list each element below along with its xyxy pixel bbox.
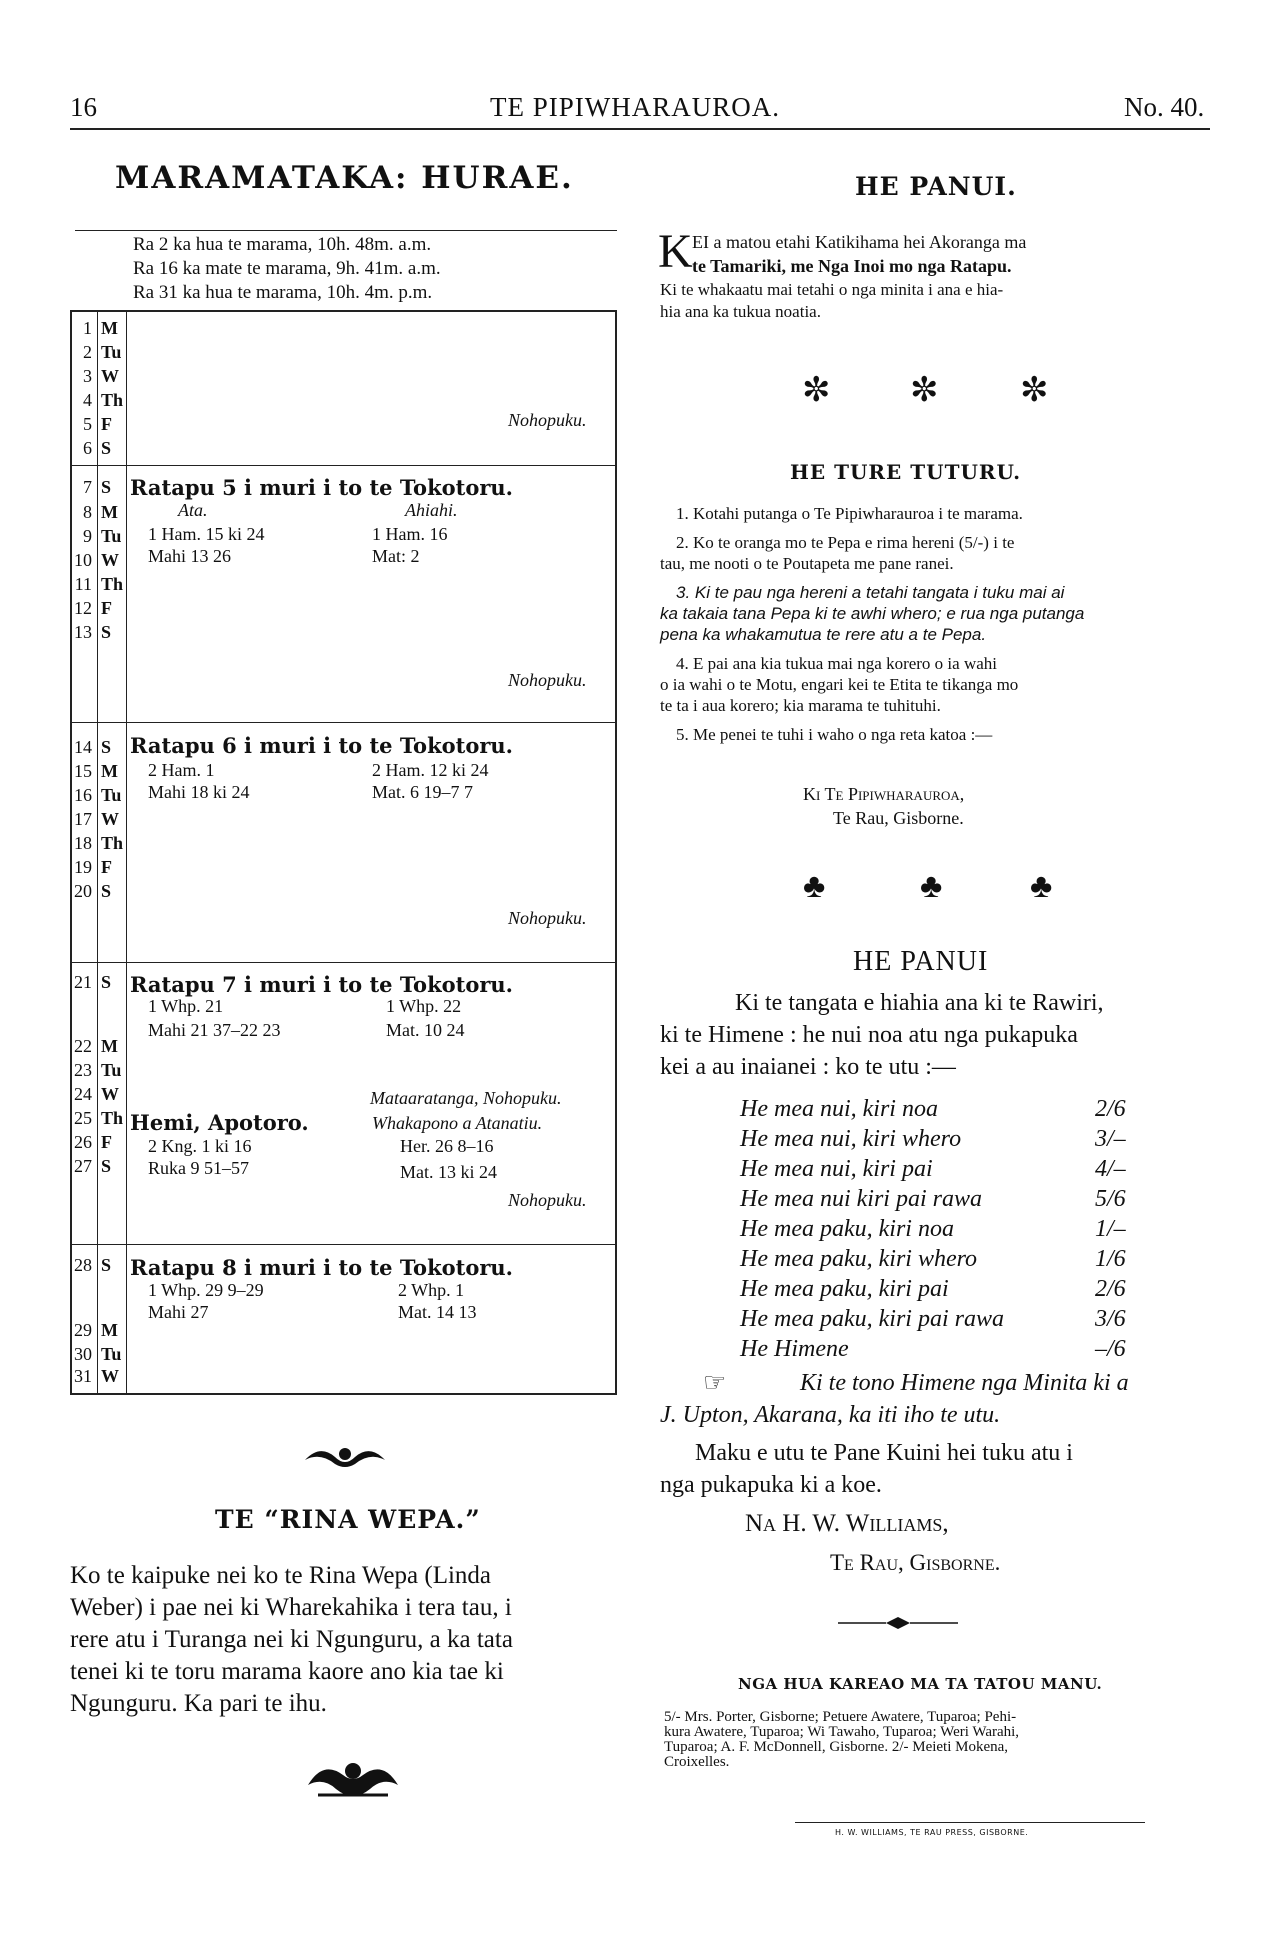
rule-4-line-3: te ta i aua korero; kia marama te tuhituhi. — [660, 696, 941, 715]
rina-line-2: Weber) i pae nei ki Wharekahika i tera tau, i — [70, 1594, 512, 1621]
calendar-title: MARAMATAKA: HURAE. — [115, 160, 574, 196]
price-row — [740, 1246, 1180, 1276]
day-number: 1 — [83, 318, 92, 338]
imprint: H. W. WILLIAMS, TE RAU PRESS, GISBORNE. — [835, 1828, 1029, 1837]
rule-2-line-2: tau, me nooti o te Poutapeta me pane ranei. — [660, 554, 954, 573]
day-letter: Tu — [101, 1344, 122, 1364]
moon-phase-3: Ra 31 ka hua te marama, 10h. 4m. p.m. — [133, 282, 433, 303]
price-item-name: He mea nui, kiri noa — [740, 1096, 938, 1122]
day-letter: S — [101, 622, 112, 642]
moon-phase-2: Ra 16 ka mate te marama, 9h. 41m. a.m. — [133, 258, 441, 279]
sun8-morning-2: Mahi 27 — [148, 1302, 209, 1322]
day-number: 19 — [74, 857, 92, 877]
price-value: 5/6 — [1095, 1186, 1126, 1212]
feast-morning-2: Ruka 9 51–57 — [148, 1158, 249, 1178]
address-line-2: Te Rau, Gisborne. — [833, 808, 964, 828]
day-number: 13 — [74, 622, 92, 642]
day-number: 5 — [83, 414, 92, 434]
price-item-name: He Himene — [740, 1336, 849, 1362]
price-item-name: He mea paku, kiri noa — [740, 1216, 954, 1242]
price-row — [740, 1216, 1180, 1246]
day-number: 16 — [74, 785, 92, 805]
rule-4-line-2: o ia wahi o te Motu, engari kei te Etita te tikanga mo — [660, 675, 1019, 694]
day-number: 22 — [74, 1036, 92, 1056]
asterism-icon: ✼ — [1020, 372, 1049, 409]
panui2-intro-2: ki te Himene : he nui noa atu nga pukapuka — [660, 1022, 1078, 1048]
price-value: 3/6 — [1095, 1306, 1126, 1332]
day-number: 20 — [74, 881, 92, 901]
address-line-1: Ki Te Pipiwharauroa, — [803, 784, 965, 804]
rule-3-line-1: 3. Ki te pau nga hereni a tetahi tangata i tuku mai ai — [676, 583, 1065, 602]
day-letter: W — [101, 366, 119, 386]
feast-evening-1: Her. 26 8–16 — [400, 1136, 494, 1156]
day-letter: Th — [101, 390, 124, 410]
day-letter: S — [101, 438, 112, 458]
rule-5-line-1: 5. Me penei te tuhi i waho o nga reta katoa :— — [676, 725, 993, 744]
day-number: 14 — [74, 737, 92, 757]
sun8-evening-2: Mat. 14 13 — [398, 1302, 477, 1322]
mataaratanga-note: Mataaratanga, Nohopuku. — [370, 1088, 562, 1108]
day-letter: S — [101, 737, 112, 757]
day-letter: S — [101, 1156, 112, 1176]
asterism-icon: ✼ — [910, 372, 939, 409]
kareao-line-1: 5/- Mrs. Porter, Gisborne; Petuere Awatere, Tuparoa; Pehi- — [664, 1709, 1017, 1725]
sun5-morning-1: 1 Ham. 15 ki 24 — [148, 524, 265, 544]
day-number: 4 — [83, 390, 92, 410]
price-item-name: He mea nui kiri pai rawa — [740, 1186, 982, 1212]
panui-title: HE PANUI. — [855, 172, 1017, 201]
day-letter: Th — [101, 574, 124, 594]
rina-line-4: tenei ki te toru marama kaore ano kia tae ki — [70, 1658, 504, 1685]
ornament-tailpiece — [298, 1755, 408, 1810]
sunday-8-title: Ratapu 8 i muri i to te Tokotoru. — [130, 1255, 513, 1280]
price-value: 3/– — [1095, 1126, 1126, 1152]
nohopuku-week1: Nohopuku. — [508, 410, 587, 430]
club-icon: ♣ — [803, 868, 826, 905]
price-item-name: He mea nui, kiri pai — [740, 1156, 933, 1182]
sun7-morning-1: 1 Whp. 21 — [148, 996, 224, 1016]
day-letter: M — [101, 761, 118, 781]
day-number: 30 — [74, 1344, 92, 1364]
feast-morning-1: 2 Kng. 1 ki 16 — [148, 1136, 252, 1156]
day-number: 17 — [74, 809, 92, 829]
rule-3-line-2: ka takaia tana Pepa ki te awhi whero; e rua nga putanga — [660, 604, 1085, 623]
day-number: 11 — [74, 574, 92, 594]
price-row — [740, 1306, 1180, 1336]
day-number: 25 — [74, 1108, 92, 1128]
nohopuku-week2: Nohopuku. — [508, 670, 587, 690]
panui-line-1: EI a matou etahi Katikihama hei Akoranga ma — [692, 232, 1027, 252]
club-icon: ♣ — [920, 868, 943, 905]
day-number: 2 — [83, 342, 92, 362]
panui-line-3: Ki te whakaatu mai tetahi o nga minita i ana e hia- — [660, 280, 1004, 299]
price-row — [740, 1276, 1180, 1306]
price-row — [740, 1096, 1180, 1126]
nohopuku-week4: Nohopuku. — [508, 1190, 587, 1210]
moon-phase-1: Ra 2 ka hua te marama, 10h. 48m. a.m. — [133, 234, 432, 255]
sunday-6-title: Ratapu 6 i muri i to te Tokotoru. — [130, 733, 513, 758]
price-row — [740, 1126, 1180, 1156]
day-number: 10 — [74, 550, 92, 570]
day-letter: Tu — [101, 342, 122, 362]
day-letter: W — [101, 550, 119, 570]
kareao-line-2: kura Awatere, Tuparoa; Wi Tawaho, Tuparoa; Weri Warahi, — [664, 1724, 1020, 1740]
sunday-7-title: Ratapu 7 i muri i to te Tokotoru. — [130, 972, 513, 997]
rina-line-1: Ko te kaipuke nei ko te Rina Wepa (Linda — [70, 1562, 492, 1589]
price-value: 4/– — [1095, 1156, 1126, 1182]
rule-1-line-1: 1. Kotahi putanga o Te Pipiwharauroa i te marama. — [676, 504, 1023, 523]
ornament-divider — [300, 1442, 390, 1477]
note-line-1: Ki te tono Himene nga Minita ki a — [800, 1370, 1129, 1396]
day-letter: F — [101, 857, 112, 877]
price-item-name: He mea paku, kiri pai rawa — [740, 1306, 1004, 1332]
price-row — [740, 1156, 1180, 1186]
day-letter: M — [101, 318, 118, 338]
ahiahi-label: Ahiahi. — [405, 500, 458, 520]
day-letter: Th — [101, 1108, 124, 1128]
day-letter: W — [101, 1366, 119, 1386]
panui2-intro-3: kei a au inaianei : ko te utu :— — [660, 1054, 956, 1080]
day-letter: M — [101, 1036, 118, 1056]
day-letter: Th — [101, 833, 124, 853]
page-number: 16 — [70, 92, 97, 122]
rule-4-line-1: 4. E pai ana kia tukua mai nga korero o ia wahi — [676, 654, 997, 673]
day-letter: S — [101, 972, 112, 992]
rina-title: TE “RINA WEPA.” — [215, 1505, 481, 1534]
masthead-title: TE PIPIWHARAUROA. — [490, 92, 780, 122]
day-letter: S — [101, 1255, 112, 1275]
day-letter: M — [101, 1320, 118, 1340]
price-row — [740, 1336, 1180, 1366]
day-number: 7 — [83, 477, 92, 497]
day-letter: Tu — [101, 785, 122, 805]
sun5-evening-2: Mat: 2 — [372, 546, 420, 566]
signature-place: Te Rau, Gisborne. — [830, 1550, 1001, 1575]
header-rule — [70, 128, 1210, 130]
note-line-2: J. Upton, Akarana, ka iti iho te utu. — [660, 1402, 1001, 1428]
club-icon: ♣ — [1030, 868, 1053, 905]
calendar-top-rule — [75, 230, 617, 231]
day-number: 29 — [74, 1320, 92, 1340]
day-number: 26 — [74, 1132, 92, 1152]
price-value: 2/6 — [1095, 1096, 1126, 1122]
price-value: 2/6 — [1095, 1276, 1126, 1302]
drop-cap: K — [658, 225, 693, 278]
day-letter: W — [101, 1084, 119, 1104]
asterism-icon: ✼ — [802, 372, 831, 409]
imprint-rule — [795, 1822, 1145, 1823]
day-number: 9 — [83, 526, 92, 546]
day-number: 23 — [74, 1060, 92, 1080]
day-letter: F — [101, 598, 112, 618]
kareao-line-3: Tuparoa; A. F. McDonnell, Gisborne. 2/- Meieti Mokena, — [664, 1739, 1009, 1755]
feast-evening-2: Mat. 13 ki 24 — [400, 1162, 497, 1182]
day-number: 12 — [74, 598, 92, 618]
day-letter: M — [101, 502, 118, 522]
sun5-morning-2: Mahi 13 26 — [148, 546, 231, 566]
price-item-name: He mea nui, kiri whero — [740, 1126, 962, 1152]
tuturu-title: HE TURE TUTURU. — [790, 460, 1022, 484]
ata-label: Ata. — [178, 500, 208, 520]
issue-number: No. 40. — [1124, 92, 1205, 122]
sun6-evening-2: Mat. 6 19–7 7 — [372, 782, 473, 802]
sun6-morning-2: Mahi 18 ki 24 — [148, 782, 250, 802]
day-number: 24 — [74, 1084, 92, 1104]
rina-line-5: Ngunguru. Ka pari te ihu. — [70, 1690, 327, 1717]
rule-3-line-3: pena ka whakamutua te rere atu a te Pepa. — [660, 625, 987, 644]
day-number: 21 — [74, 972, 92, 992]
price-item-name: He mea paku, kiri whero — [740, 1246, 978, 1272]
sun7-evening-2: Mat. 10 24 — [386, 1020, 465, 1040]
day-letter: Tu — [101, 1060, 122, 1080]
panui-line-2: te Tamariki, me Nga Inoi mo nga Ratapu. — [692, 256, 1012, 276]
day-number: 6 — [83, 438, 92, 458]
day-letter: S — [101, 881, 112, 901]
panui-line-4: hia ana ka tukua noatia. — [660, 302, 821, 321]
day-number: 18 — [74, 833, 92, 853]
sun7-evening-1: 1 Whp. 22 — [386, 996, 462, 1016]
sun5-evening-1: 1 Ham. 16 — [372, 524, 448, 544]
sunday-5-title: Ratapu 5 i muri i to te Tokotoru. — [130, 475, 513, 500]
price-value: –/6 — [1095, 1336, 1126, 1362]
day-number: 27 — [74, 1156, 92, 1176]
signature-name: Na H. W. Williams, — [745, 1510, 949, 1537]
day-letter: W — [101, 809, 119, 829]
price-item-name: He mea paku, kiri pai — [740, 1276, 949, 1302]
panui2-title: HE PANUI — [853, 946, 989, 977]
kareao-line-4: Croixelles. — [664, 1754, 730, 1770]
sun6-morning-1: 2 Ham. 1 — [148, 760, 215, 780]
rule-2-line-1: 2. Ko te oranga mo te Pepa e rima hereni (5/-) i te — [676, 533, 1015, 552]
maku-line-1: Maku e utu te Pane Kuini hei tuku atu i — [695, 1440, 1073, 1466]
day-number: 15 — [74, 761, 92, 781]
sun7-morning-2: Mahi 21 37–22 23 — [148, 1020, 281, 1040]
day-number: 3 — [83, 366, 92, 386]
sun8-evening-1: 2 Whp. 1 — [398, 1280, 465, 1300]
nohopuku-week3: Nohopuku. — [508, 908, 587, 928]
rina-line-3: rere atu i Turanga nei ki Ngunguru, a ka tata — [70, 1626, 513, 1653]
price-value: 1/6 — [1095, 1246, 1126, 1272]
whakapono-note: Whakapono a Atanatiu. — [372, 1113, 543, 1133]
sun8-morning-1: 1 Whp. 29 9–29 — [148, 1280, 264, 1300]
sun6-evening-1: 2 Ham. 12 ki 24 — [372, 760, 489, 780]
maku-line-2: nga pukapuka ki a koe. — [660, 1472, 882, 1498]
pointing-hand-icon: ☞ — [703, 1368, 727, 1397]
panui2-intro-1: Ki te tangata e hiahia ana ki te Rawiri, — [735, 990, 1104, 1016]
day-letter: S — [101, 477, 112, 497]
day-number: 31 — [74, 1366, 92, 1386]
day-letter: Tu — [101, 526, 122, 546]
price-row — [740, 1186, 1180, 1216]
arrow-divider — [838, 1616, 958, 1635]
feast-title: Hemi, Apotoro. — [130, 1110, 309, 1135]
kareao-title: NGA HUA KAREAO MA TA TATOU MANU. — [738, 1675, 1103, 1693]
day-letter: F — [101, 414, 112, 434]
price-value: 1/– — [1095, 1216, 1126, 1242]
day-number: 28 — [74, 1255, 92, 1275]
day-letter: F — [101, 1132, 112, 1152]
day-number: 8 — [83, 502, 92, 522]
